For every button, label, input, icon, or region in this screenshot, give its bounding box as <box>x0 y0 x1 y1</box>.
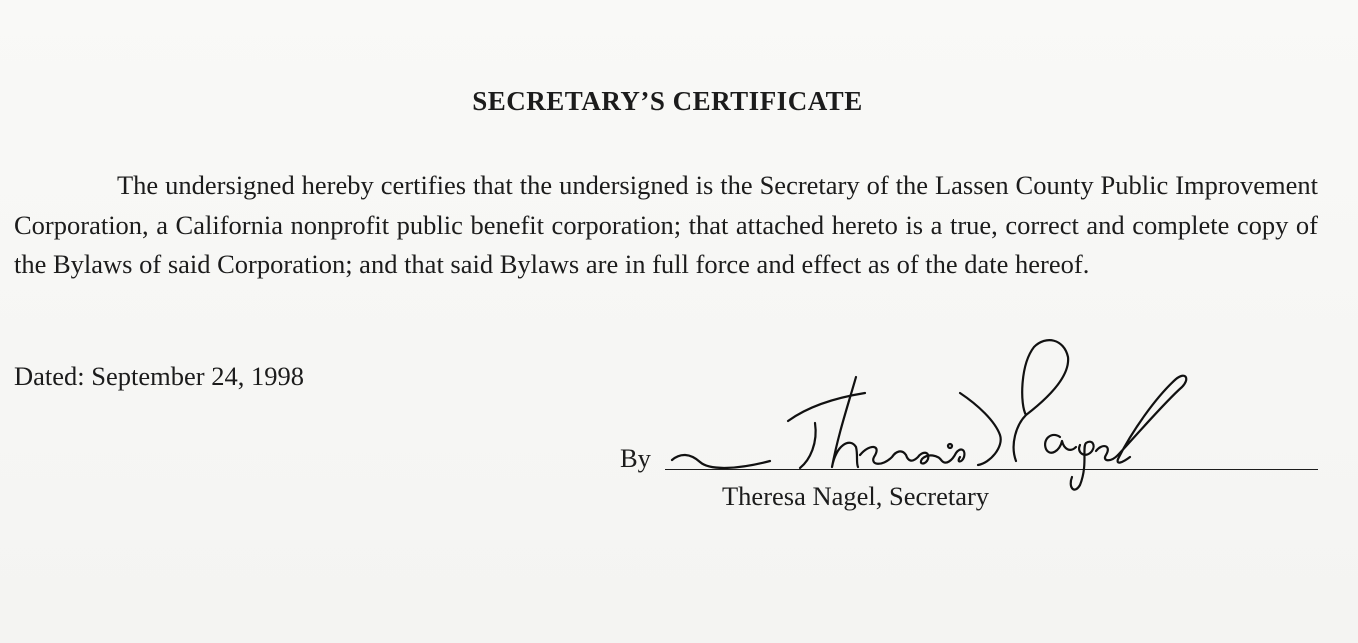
dated-line: Dated: September 24, 1998 <box>14 361 304 391</box>
certificate-title: SECRETARY’S CERTIFICATE <box>472 86 863 116</box>
by-label: By <box>620 443 651 473</box>
certificate-body: The undersigned hereby certifies that the undersigned is the Secretary of the Lassen County Public Improvement Corporation, a California nonprofit public benefit corporation; that attached hereto is a true, correct and complete copy of the Bylaws of said Corporation; and that said Bylaws are in full force and effect as of the date hereof. <box>14 170 1318 279</box>
signer-name: Theresa Nagel, Secretary <box>722 481 990 511</box>
